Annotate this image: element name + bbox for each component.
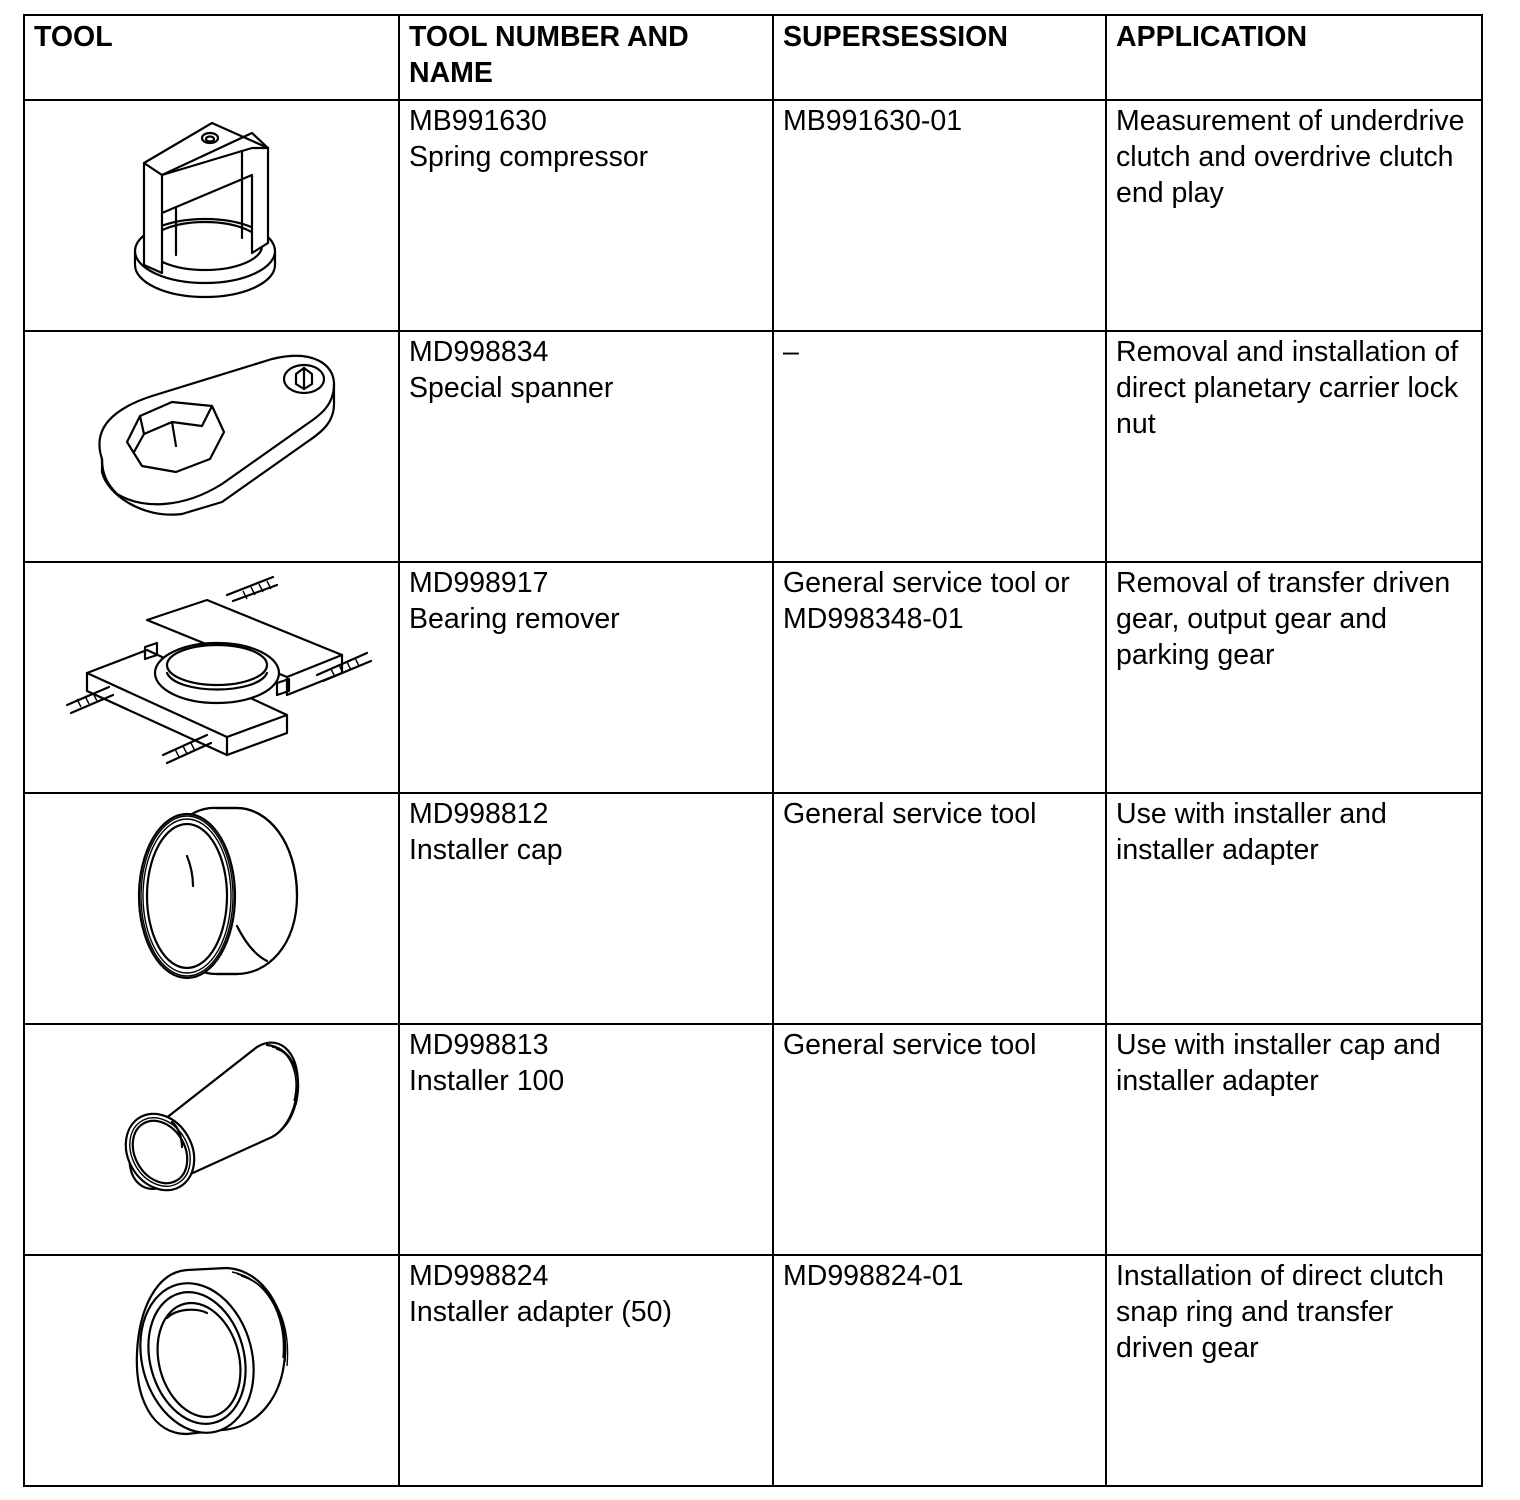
header-application: APPLICATION bbox=[1106, 15, 1482, 100]
supersession-cell: – bbox=[773, 331, 1106, 562]
tool-name: Installer cap bbox=[409, 834, 563, 866]
application-cell: Use with installer cap and installer adapter bbox=[1106, 1024, 1482, 1255]
supersession-cell: General service tool bbox=[773, 793, 1106, 1024]
tool-number: MB991630 bbox=[409, 105, 547, 137]
table-row bbox=[24, 1024, 1482, 1255]
application-cell: Use with installer and installer adapter bbox=[1106, 793, 1482, 1024]
installer-100-icon bbox=[112, 1027, 312, 1197]
tool-number: MD998824 bbox=[409, 1260, 549, 1292]
tool-illustration-cell bbox=[24, 1024, 399, 1255]
header-supersession: SUPERSESSION bbox=[773, 15, 1106, 100]
spring-compressor-icon bbox=[102, 103, 322, 303]
tool-illustration-cell bbox=[24, 100, 399, 331]
tool-illustration-cell bbox=[24, 562, 399, 793]
application-cell: Measurement of underdrive clutch and overdrive clutch end play bbox=[1106, 100, 1482, 331]
tool-number: MD998812 bbox=[409, 798, 549, 830]
table-row bbox=[24, 331, 1482, 562]
table-row bbox=[24, 562, 1482, 793]
table-row bbox=[24, 100, 1482, 331]
tool-number-and-name-cell bbox=[399, 793, 773, 1024]
special-spanner-icon bbox=[72, 334, 352, 534]
special-tools-table bbox=[23, 14, 1483, 1487]
installer-adapter-icon bbox=[127, 1258, 297, 1443]
tool-number: MD998834 bbox=[409, 336, 549, 368]
application-cell: Installation of direct clutch snap ring and transfer driven gear bbox=[1106, 1255, 1482, 1486]
tool-name: Special spanner bbox=[409, 372, 614, 404]
tool-number-and-name-cell bbox=[399, 562, 773, 793]
header-tool-number-and-name: TOOL NUMBER AND NAME bbox=[399, 15, 773, 100]
table-row bbox=[24, 1255, 1482, 1486]
tool-number: MD998813 bbox=[409, 1029, 549, 1061]
bearing-remover-icon bbox=[47, 565, 377, 775]
installer-cap-icon bbox=[117, 796, 307, 986]
supersession-cell: General service tool bbox=[773, 1024, 1106, 1255]
tool-number-and-name-cell bbox=[399, 1024, 773, 1255]
supersession-cell: General service tool or MD998348-01 bbox=[773, 562, 1106, 793]
header-tool: TOOL bbox=[24, 15, 399, 100]
supersession-cell: MB991630-01 bbox=[773, 100, 1106, 331]
table-row bbox=[24, 793, 1482, 1024]
tool-name: Spring compressor bbox=[409, 141, 649, 173]
tool-number-and-name-cell bbox=[399, 331, 773, 562]
tool-name: Installer adapter (50) bbox=[409, 1296, 672, 1328]
tool-name: Bearing remover bbox=[409, 603, 620, 635]
tool-number-and-name-cell bbox=[399, 100, 773, 331]
header-row bbox=[24, 15, 1482, 100]
tool-name: Installer 100 bbox=[409, 1065, 565, 1097]
application-cell: Removal and installation of direct planetary carrier lock nut bbox=[1106, 331, 1482, 562]
tool-illustration-cell bbox=[24, 1255, 399, 1486]
tool-number: MD998917 bbox=[409, 567, 549, 599]
tool-illustration-cell bbox=[24, 793, 399, 1024]
supersession-cell: MD998824-01 bbox=[773, 1255, 1106, 1486]
tool-illustration-cell bbox=[24, 331, 399, 562]
tool-number-and-name-cell bbox=[399, 1255, 773, 1486]
application-cell: Removal of transfer driven gear, output gear and parking gear bbox=[1106, 562, 1482, 793]
